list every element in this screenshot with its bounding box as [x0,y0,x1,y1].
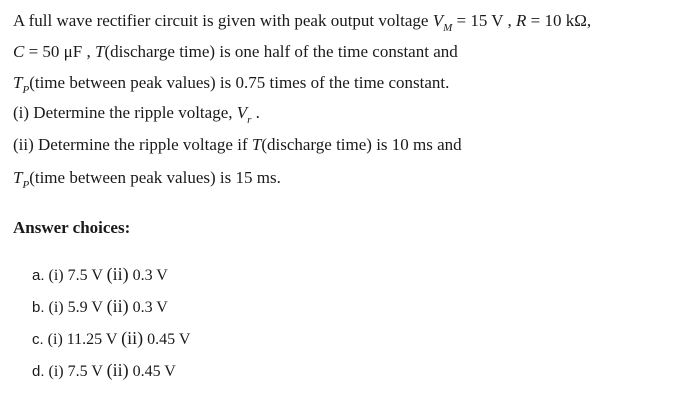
tp-paren: (time between peak values) [29,73,216,92]
choice-part-ii: 0.3 V [132,299,168,316]
tp-symbol: T [13,73,23,92]
question-line-3 [13,72,449,94]
t-paren-2: (discharge time) [261,135,372,154]
vr-symbol: V [236,103,248,122]
question-line-2-rest: is one half of the time constant and [215,42,458,61]
choice-letter: a. [32,267,45,284]
choice-part-ii: 0.45 V [132,363,176,380]
c-symbol: C [13,42,25,61]
choice-part-ii-label: (ii) [106,264,129,284]
choice-part-ii: 0.45 V [147,331,191,348]
question-line-6-rest: is 15 ms. [215,168,281,187]
choice-part-ii-label: (ii) [106,296,129,316]
tp-paren-2: (time between peak values) [29,168,216,187]
choice-part-i: (i) 5.9 V [48,299,103,316]
vm-subscript: M [443,22,453,34]
choice-c[interactable] [32,328,190,349]
question-line-5-text: (ii) Determine the ripple voltage if [13,135,252,154]
choice-part-ii-label: (ii) [121,328,144,348]
choice-part-i: (i) 7.5 V [48,267,103,284]
question-line-5 [13,134,462,156]
question-line-5-rest: is 10 ms and [371,135,462,154]
tp-subscript-2: P [22,179,30,191]
choice-d[interactable] [32,360,176,381]
tp-symbol-2: T [13,168,23,187]
choice-a[interactable] [32,264,168,285]
vr-subscript: r [247,114,252,126]
t-symbol: T [95,42,105,61]
choice-part-ii-label: (ii) [106,360,129,380]
choice-letter: b. [32,299,45,316]
c-value: = 50 μF , [24,42,95,61]
question-line-2 [13,41,458,63]
question-line-4-end: . [251,103,260,122]
t-paren: (discharge time) [104,42,216,61]
t-symbol-2: T [251,135,262,154]
choice-b[interactable] [32,296,168,317]
choice-part-i: (i) 7.5 V [48,363,103,380]
question-line-1-prefix: A full wave rectifier circuit is given with peak output voltage [13,11,433,30]
question-line-4 [13,102,260,124]
answer-choices-heading: Answer choices: [13,218,131,237]
choice-letter: d. [32,363,45,380]
r-value: = 10 kΩ, [526,11,592,30]
question-line-4-text: (i) Determine the ripple voltage, [13,103,237,122]
question-line-1 [13,10,591,32]
vm-value: = 15 V , [452,11,516,30]
question-line-3-rest: is 0.75 times of the time constant. [215,73,450,92]
question-line-6 [13,167,281,189]
choice-part-ii: 0.3 V [132,267,168,284]
vm-symbol: V [432,11,444,30]
tp-subscript: P [22,84,30,96]
choice-part-i: (i) 11.25 V [47,331,118,348]
choice-letter: c. [32,331,44,348]
r-symbol: R [516,11,527,30]
